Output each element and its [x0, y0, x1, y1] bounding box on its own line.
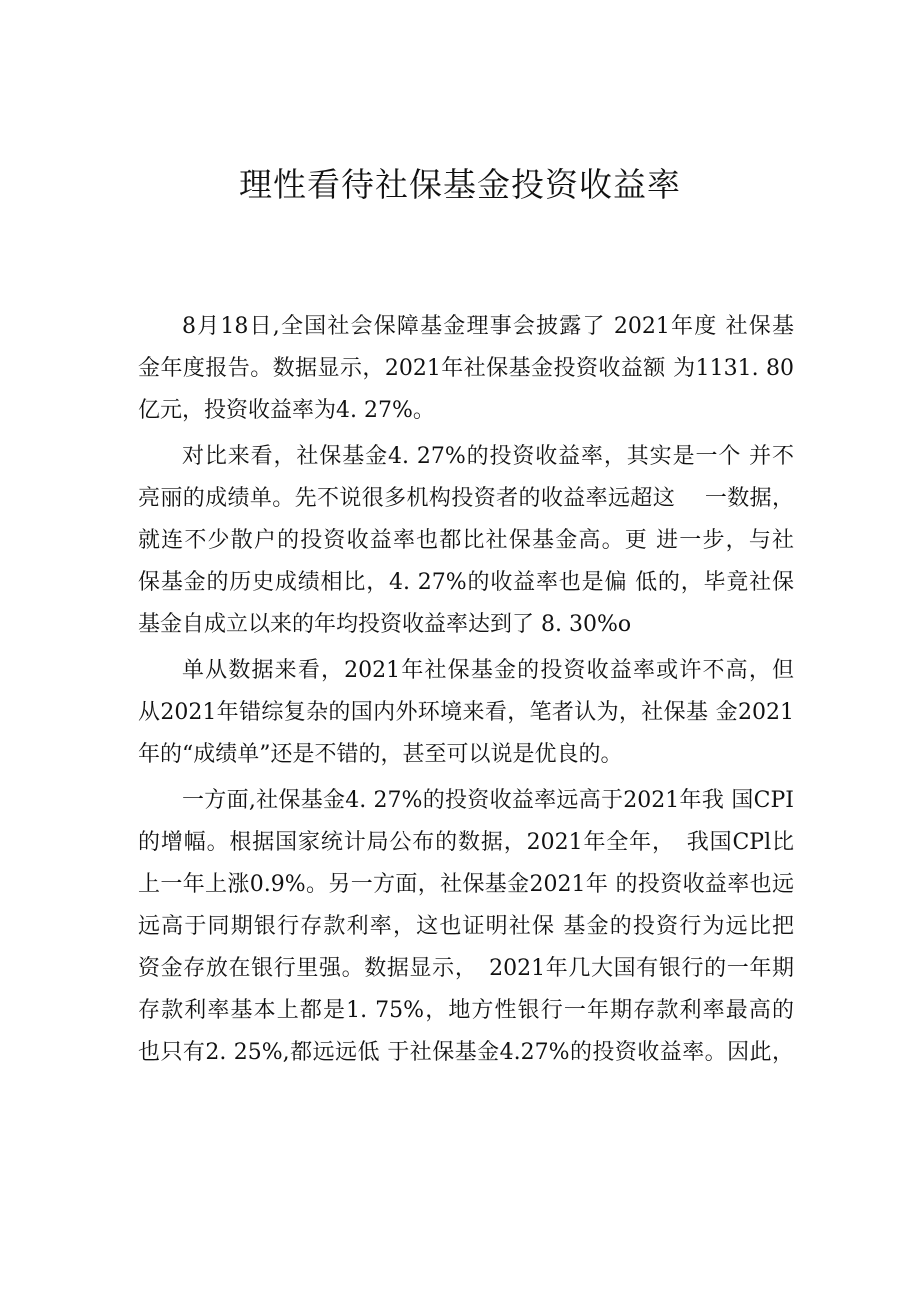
paragraph-3	[138, 650, 794, 776]
paragraph-line: 一方面,社保基金4. 27%的投资收益率远高于2021年我 国CPI	[182, 788, 794, 813]
paragraph-line: 的增幅。根据国家统计局公布的数据，2021年全年， 我国CPl比	[138, 830, 794, 855]
paragraph-line: 年的“成绩单”还是不错的，甚至可以说是优良的。	[138, 742, 623, 767]
document-body	[138, 306, 794, 1078]
paragraph-line: 亮丽的成绩单。先不说很多机构投资者的收益率远超这 一数据，	[138, 486, 794, 511]
paragraph-line: 亿元，投资收益率为4. 27%。	[138, 398, 435, 423]
paragraph-line: 资金存放在银行里强。数据显示， 2021年几大国有银行的一年期	[138, 956, 794, 981]
paragraph-line: 单从数据来看，2021年社保基金的投资收益率或许不高，但	[182, 658, 794, 683]
document-title: 理性看待社保基金投资收益率	[239, 165, 681, 204]
paragraph-line: 金年度报告。数据显示，2021年社保基金投资收益额 为1131. 80	[138, 356, 794, 381]
paragraph-line: 保基金的历史成绩相比，4. 27%的收益率也是偏 低的，毕竟社保	[138, 570, 794, 595]
paragraph-line: 从2021年错综复杂的国内外环境来看，笔者认为，社保基 金2021	[138, 700, 794, 725]
paragraph-4	[138, 780, 794, 1074]
paragraph-line: 就连不少散户的投资收益率也都比社保基金高。更 进一步，与社	[138, 528, 794, 553]
paragraph-2	[138, 436, 794, 646]
paragraph-line: 对比来看，社保基金4. 27%的投资收益率，其实是一个 并不	[182, 444, 794, 469]
paragraph-line: 也只有2. 25%,都远远低 于社保基金4.27%的投资收益率。因此，	[138, 1040, 794, 1065]
paragraph-line: 上一年上涨0.9%。另一方面，社保基金2021年 的投资收益率也远	[138, 872, 794, 897]
paragraph-1	[138, 306, 794, 432]
paragraph-line: 远高于同期银行存款利率，这也证明社保 基金的投资行为远比把	[138, 914, 794, 939]
paragraph-line: 8月18日,全国社会保障基金理事会披露了 2021年度 社保基	[182, 314, 794, 339]
paragraph-line: 存款利率基本上都是1. 75%，地方性银行一年期存款利率最高的	[138, 998, 794, 1023]
paragraph-line: 基金自成立以来的年均投资收益率达到了 8. 30%o	[138, 612, 632, 637]
